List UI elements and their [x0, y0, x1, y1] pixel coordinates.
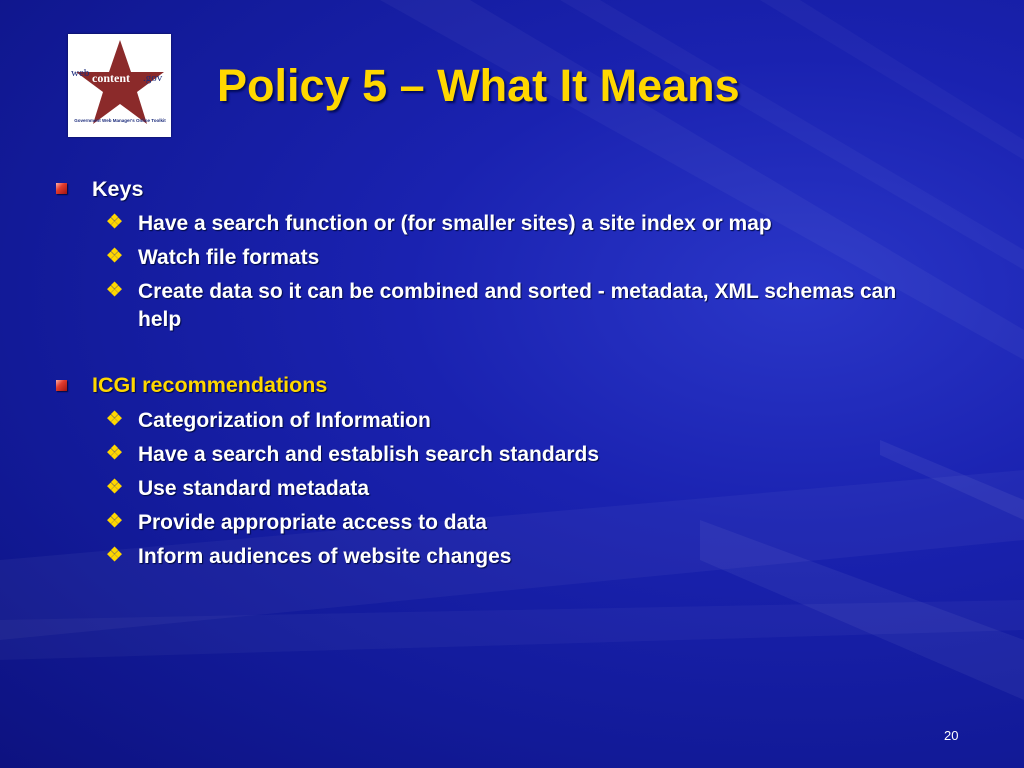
- logo-caption: Government Web Manager's Online Toolkit: [74, 118, 166, 123]
- logo-word-gov: .gov: [143, 72, 163, 84]
- list-item: Provide appropriate access to data: [138, 511, 487, 534]
- square-bullet-icon: [56, 183, 67, 194]
- list-item: Create data so it can be combined and sorted - metadata, XML schemas can help: [138, 280, 897, 331]
- diamond-bullet-icon: ❖: [106, 443, 124, 464]
- diamond-bullet-icon: ❖: [106, 246, 124, 267]
- logo-word-content: content: [92, 71, 130, 85]
- diamond-bullet-icon: ❖: [106, 212, 124, 233]
- list-item: Inform audiences of website changes: [138, 545, 512, 568]
- diamond-bullet-icon: ❖: [106, 280, 124, 301]
- square-bullet-icon: [56, 380, 67, 391]
- diamond-bullet-icon: ❖: [106, 545, 124, 566]
- section-heading-icgi: ICGI recommendations: [92, 373, 328, 397]
- list-item: Watch file formats: [138, 246, 320, 269]
- list-item: Use standard metadata: [138, 477, 370, 500]
- diamond-bullet-icon: ❖: [106, 477, 124, 498]
- logo-word-web: web: [71, 67, 90, 79]
- list-item: Have a search and establish search standards: [138, 443, 600, 466]
- list-item: Categorization of Information: [138, 409, 431, 432]
- diamond-bullet-icon: ❖: [106, 511, 124, 532]
- slide-title: Policy 5 – What It Means: [217, 60, 740, 111]
- webcontent-gov-logo: [68, 34, 171, 137]
- page-number: 20: [944, 728, 959, 743]
- list-item: Have a search function or (for smaller sites) a site index or map: [138, 212, 772, 235]
- section-heading-keys: Keys: [92, 177, 144, 201]
- diamond-bullet-icon: ❖: [106, 409, 124, 430]
